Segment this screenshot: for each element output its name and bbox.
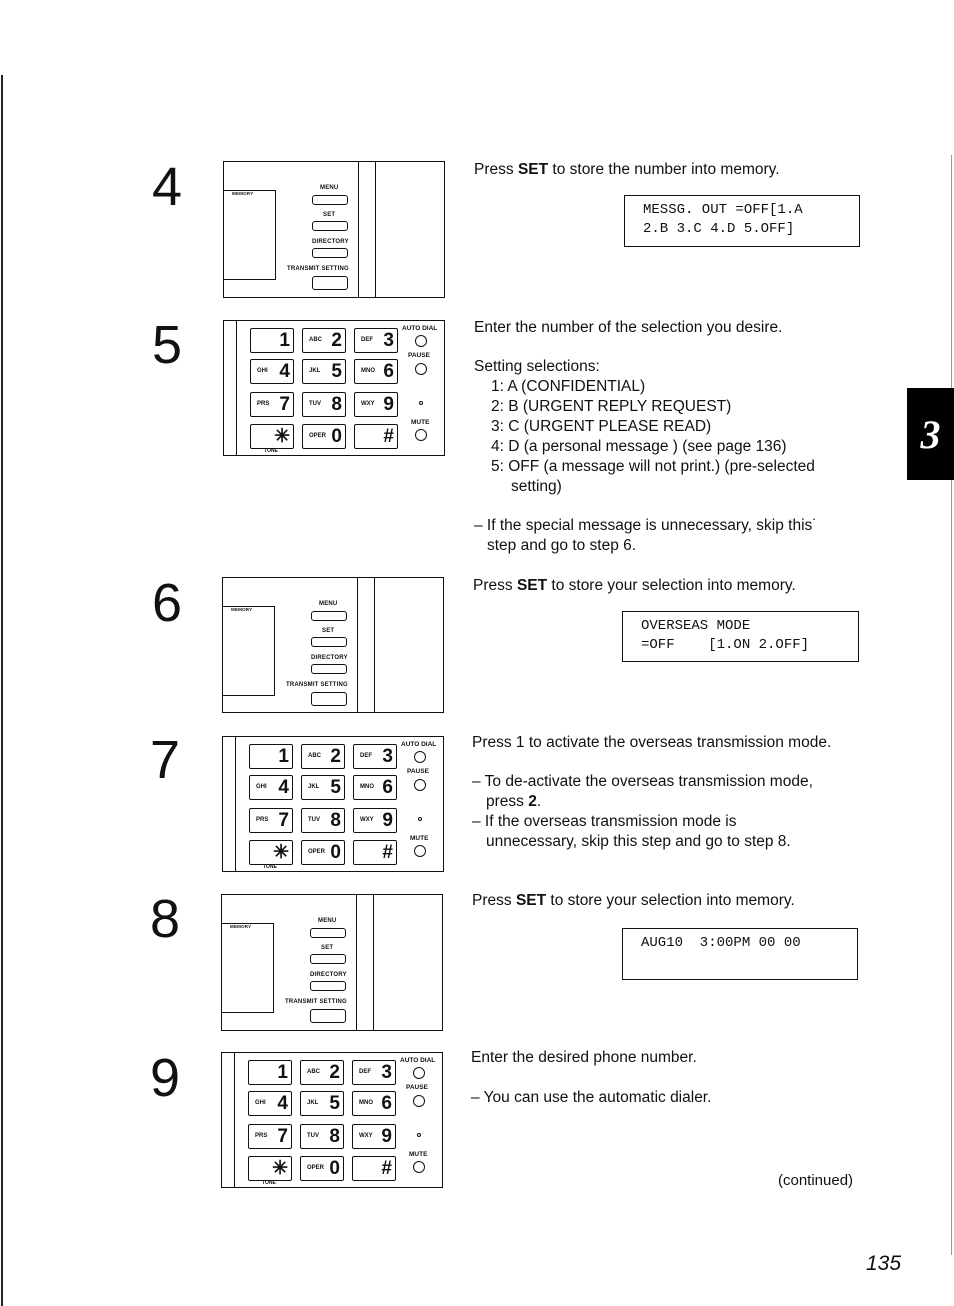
keypad-key	[250, 359, 294, 384]
keypad-key	[248, 1091, 292, 1116]
keypad-key	[300, 1124, 344, 1149]
step-number: 4	[152, 157, 183, 217]
key-digit: 3	[383, 330, 394, 351]
panel-divider	[234, 1053, 235, 1187]
step-5-note-cont: step and go to step 6.	[487, 537, 637, 554]
auto-dial-indicator-icon	[413, 1067, 425, 1079]
key-digit: 7	[278, 810, 289, 831]
transmit-setting-button	[310, 1009, 346, 1023]
memory-label: MEMORY	[232, 191, 254, 196]
key-letters: GHI	[257, 368, 268, 374]
key-digit: 1	[278, 746, 289, 767]
key-digit: 6	[382, 777, 393, 798]
key-letters: ABC	[307, 1069, 320, 1075]
keypad-key	[249, 744, 293, 769]
menu-button	[310, 928, 346, 938]
step-4-instruction: Press SET to store the number into memory.	[474, 161, 780, 178]
panel-divider	[235, 737, 236, 871]
key-digit: 3	[382, 746, 393, 767]
keypad-key	[353, 808, 397, 833]
directory-button	[311, 664, 347, 674]
step-9-note: – You can use the automatic dialer.	[471, 1089, 712, 1106]
selection-item: setting)	[511, 478, 562, 495]
keypad-key	[302, 392, 346, 417]
key-letters: OPER	[309, 433, 327, 439]
keypad-key	[249, 775, 293, 800]
panel-divider	[357, 578, 358, 712]
key-digit: 2	[329, 1062, 340, 1083]
keypad-key	[301, 808, 345, 833]
auto-dial-label: AUTO DIAL	[402, 325, 438, 332]
mute-lamp-icon	[418, 817, 422, 821]
keypad-key	[352, 1124, 396, 1149]
key-digit: 9	[383, 394, 394, 415]
key-digit: 4	[277, 1093, 288, 1114]
keypad-key	[300, 1156, 344, 1181]
keypad-key	[352, 1156, 396, 1181]
step-6-instruction: Press SET to store your selection into memory.	[473, 577, 796, 594]
key-letters: OPER	[308, 849, 326, 855]
keypad-key	[353, 775, 397, 800]
tone-label: TONE	[263, 864, 277, 870]
key-digit: 4	[278, 777, 289, 798]
set-label: SET	[322, 628, 335, 634]
key-letters: TUV	[307, 1133, 319, 1139]
mute-label: MUTE	[410, 835, 429, 842]
panel-divider	[236, 321, 237, 455]
transmit-setting-button	[312, 276, 348, 290]
key-digit: 6	[381, 1093, 392, 1114]
auto-dial-label: AUTO DIAL	[401, 741, 437, 748]
chapter-tab: 3	[907, 388, 954, 480]
right-margin-rule	[951, 155, 952, 1255]
key-letters: GHI	[255, 1100, 266, 1106]
panel-divider	[356, 895, 357, 1030]
step-number: 5	[152, 315, 183, 375]
key-digit: ✳	[274, 426, 290, 447]
key-digit: 3	[381, 1062, 392, 1083]
keypad-key	[301, 775, 345, 800]
directory-label: DIRECTORY	[312, 239, 349, 245]
key-letters: OPER	[307, 1165, 325, 1171]
auto-dial-indicator-icon	[415, 335, 427, 347]
step-number: 7	[150, 730, 181, 790]
directory-label: DIRECTORY	[311, 655, 348, 661]
step-5-note: – If the special message is unnecessary, skip this˙	[474, 517, 818, 534]
keypad-key	[249, 808, 293, 833]
key-digit: #	[381, 1158, 392, 1179]
key-letters: GHI	[256, 784, 267, 790]
step-7-instruction: Press 1 to activate the overseas transmission mode.	[472, 734, 832, 751]
step-7-bullet-cont: press 2.	[486, 793, 542, 810]
mute-indicator-icon	[415, 429, 427, 441]
key-digit: 6	[383, 361, 394, 382]
mute-lamp-icon	[417, 1133, 421, 1137]
selections-title: Setting selections:	[474, 358, 600, 375]
key-digit: 1	[277, 1062, 288, 1083]
keypad-key	[353, 744, 397, 769]
menu-panel-illustration	[223, 161, 445, 298]
pause-label: PAUSE	[406, 1084, 428, 1091]
set-button	[311, 637, 347, 647]
pause-indicator-icon	[415, 363, 427, 375]
key-digit: 5	[330, 777, 341, 798]
keypad-key	[250, 392, 294, 417]
transmit-setting-label: TRANSMIT SETTING	[286, 682, 348, 688]
set-button	[312, 221, 348, 231]
keypad-key	[354, 424, 398, 449]
key-digit: 7	[279, 394, 290, 415]
keypad-illustration	[221, 1052, 443, 1188]
key-digit: 0	[329, 1158, 340, 1179]
keypad-illustration	[223, 320, 445, 456]
key-digit: 0	[331, 426, 342, 447]
directory-label: DIRECTORY	[310, 972, 347, 978]
key-letters: MNO	[361, 368, 375, 374]
keypad-key	[354, 328, 398, 353]
selection-item: 2: B (URGENT REPLY REQUEST)	[491, 398, 732, 415]
keypad-key	[250, 424, 294, 449]
keypad-key	[302, 424, 346, 449]
menu-label: MENU	[318, 918, 337, 924]
keypad-key	[250, 328, 294, 353]
key-digit: #	[382, 842, 393, 863]
continued-label: (continued)	[778, 1172, 854, 1189]
keypad-key	[302, 359, 346, 384]
key-digit: 2	[331, 330, 342, 351]
keypad-key	[300, 1060, 344, 1085]
transmit-setting-label: TRANSMIT SETTING	[287, 266, 349, 272]
lcd-display: OVERSEAS MODE =OFF [1.ON 2.OFF]	[622, 611, 859, 662]
key-letters: PRS	[255, 1133, 268, 1139]
transmit-setting-label: TRANSMIT SETTING	[285, 999, 347, 1005]
key-digit: 8	[329, 1126, 340, 1147]
step-7-bullet-cont: unnecessary, skip this step and go to step 8.	[486, 833, 791, 850]
key-letters: MNO	[360, 784, 374, 790]
keypad-key	[249, 840, 293, 865]
keypad-key	[301, 840, 345, 865]
key-digit: 5	[329, 1093, 340, 1114]
set-button	[310, 954, 346, 964]
selection-item: 3: C (URGENT PLEASE READ)	[491, 418, 712, 435]
mute-label: MUTE	[409, 1151, 428, 1158]
key-digit: 9	[381, 1126, 392, 1147]
mute-label: MUTE	[411, 419, 430, 426]
set-label: SET	[321, 945, 334, 951]
mute-indicator-icon	[413, 1161, 425, 1173]
key-letters: WXY	[360, 817, 374, 823]
keypad-key	[248, 1156, 292, 1181]
page-number: 135	[866, 1252, 902, 1275]
menu-panel-illustration	[221, 894, 443, 1031]
key-digit: 4	[279, 361, 290, 382]
transmit-setting-button	[311, 692, 347, 706]
key-digit: 0	[330, 842, 341, 863]
key-digit: #	[383, 426, 394, 447]
mute-lamp-icon	[419, 401, 423, 405]
set-label: SET	[323, 212, 336, 218]
memory-tab	[222, 923, 274, 1013]
keypad-key	[353, 840, 397, 865]
menu-label: MENU	[320, 185, 339, 191]
key-letters: WXY	[361, 401, 375, 407]
memory-label: MEMORY	[230, 924, 252, 929]
key-letters: DEF	[360, 753, 372, 759]
menu-panel-illustration	[222, 577, 444, 713]
selection-item: 4: D (a personal message ) (see page 136)	[491, 438, 787, 455]
auto-dial-indicator-icon	[414, 751, 426, 763]
key-letters: JKL	[307, 1100, 319, 1106]
memory-tab	[224, 190, 276, 280]
menu-button	[312, 195, 348, 205]
keypad-key	[302, 328, 346, 353]
lcd-display: MESSG. OUT =OFF[1.A 2.B 3.C 4.D 5.OFF]	[624, 195, 860, 247]
key-digit: 1	[279, 330, 290, 351]
key-letters: WXY	[359, 1133, 373, 1139]
step-8-instruction: Press SET to store your selection into memory.	[472, 892, 795, 909]
keypad-key	[352, 1091, 396, 1116]
keypad-key	[354, 359, 398, 384]
key-letters: TUV	[309, 401, 321, 407]
key-digit: 9	[382, 810, 393, 831]
key-letters: MNO	[359, 1100, 373, 1106]
keypad-key	[300, 1091, 344, 1116]
key-letters: JKL	[309, 368, 321, 374]
tone-label: TONE	[264, 448, 278, 454]
key-digit: 2	[330, 746, 341, 767]
key-letters: ABC	[308, 753, 321, 759]
step-7-bullet: – To de-activate the overseas transmission mode,	[472, 773, 813, 790]
memory-tab	[223, 606, 275, 696]
panel-divider	[373, 895, 374, 1030]
menu-label: MENU	[319, 601, 338, 607]
step-9-instruction: Enter the desired phone number.	[471, 1049, 697, 1066]
key-letters: ABC	[309, 337, 322, 343]
key-letters: PRS	[257, 401, 270, 407]
pause-indicator-icon	[413, 1095, 425, 1107]
panel-divider	[358, 162, 359, 297]
pause-label: PAUSE	[408, 352, 430, 359]
directory-button	[310, 981, 346, 991]
step-5-instruction: Enter the number of the selection you desire.	[474, 319, 783, 336]
selection-item: 1: A (CONFIDENTIAL)	[491, 378, 646, 395]
key-letters: TUV	[308, 817, 320, 823]
key-letters: PRS	[256, 817, 269, 823]
keypad-key	[354, 392, 398, 417]
auto-dial-label: AUTO DIAL	[400, 1057, 436, 1064]
key-digit: ✳	[273, 842, 289, 863]
lcd-display: AUG10 3:00PM 00 00	[622, 928, 858, 980]
step-number: 6	[152, 573, 183, 633]
mute-indicator-icon	[414, 845, 426, 857]
menu-button	[311, 611, 347, 621]
panel-divider	[374, 578, 375, 712]
left-margin-rule	[1, 75, 3, 1306]
tone-label: TONE	[262, 1180, 276, 1186]
panel-divider	[375, 162, 376, 297]
key-digit: ✳	[272, 1158, 288, 1179]
key-letters: DEF	[359, 1069, 371, 1075]
keypad-key	[248, 1060, 292, 1085]
directory-button	[312, 248, 348, 258]
pause-label: PAUSE	[407, 768, 429, 775]
pause-indicator-icon	[414, 779, 426, 791]
key-letters: JKL	[308, 784, 320, 790]
key-digit: 8	[331, 394, 342, 415]
key-digit: 8	[330, 810, 341, 831]
step-7-bullet: – If the overseas transmission mode is	[472, 813, 737, 830]
keypad-key	[352, 1060, 396, 1085]
step-number: 9	[150, 1048, 181, 1108]
key-digit: 5	[331, 361, 342, 382]
selection-item: 5: OFF (a message will not print.) (pre-selected	[491, 458, 815, 475]
key-digit: 7	[277, 1126, 288, 1147]
step-number: 8	[150, 889, 181, 949]
key-letters: DEF	[361, 337, 373, 343]
keypad-key	[301, 744, 345, 769]
keypad-key	[248, 1124, 292, 1149]
keypad-illustration	[222, 736, 444, 872]
memory-label: MEMORY	[231, 607, 253, 612]
